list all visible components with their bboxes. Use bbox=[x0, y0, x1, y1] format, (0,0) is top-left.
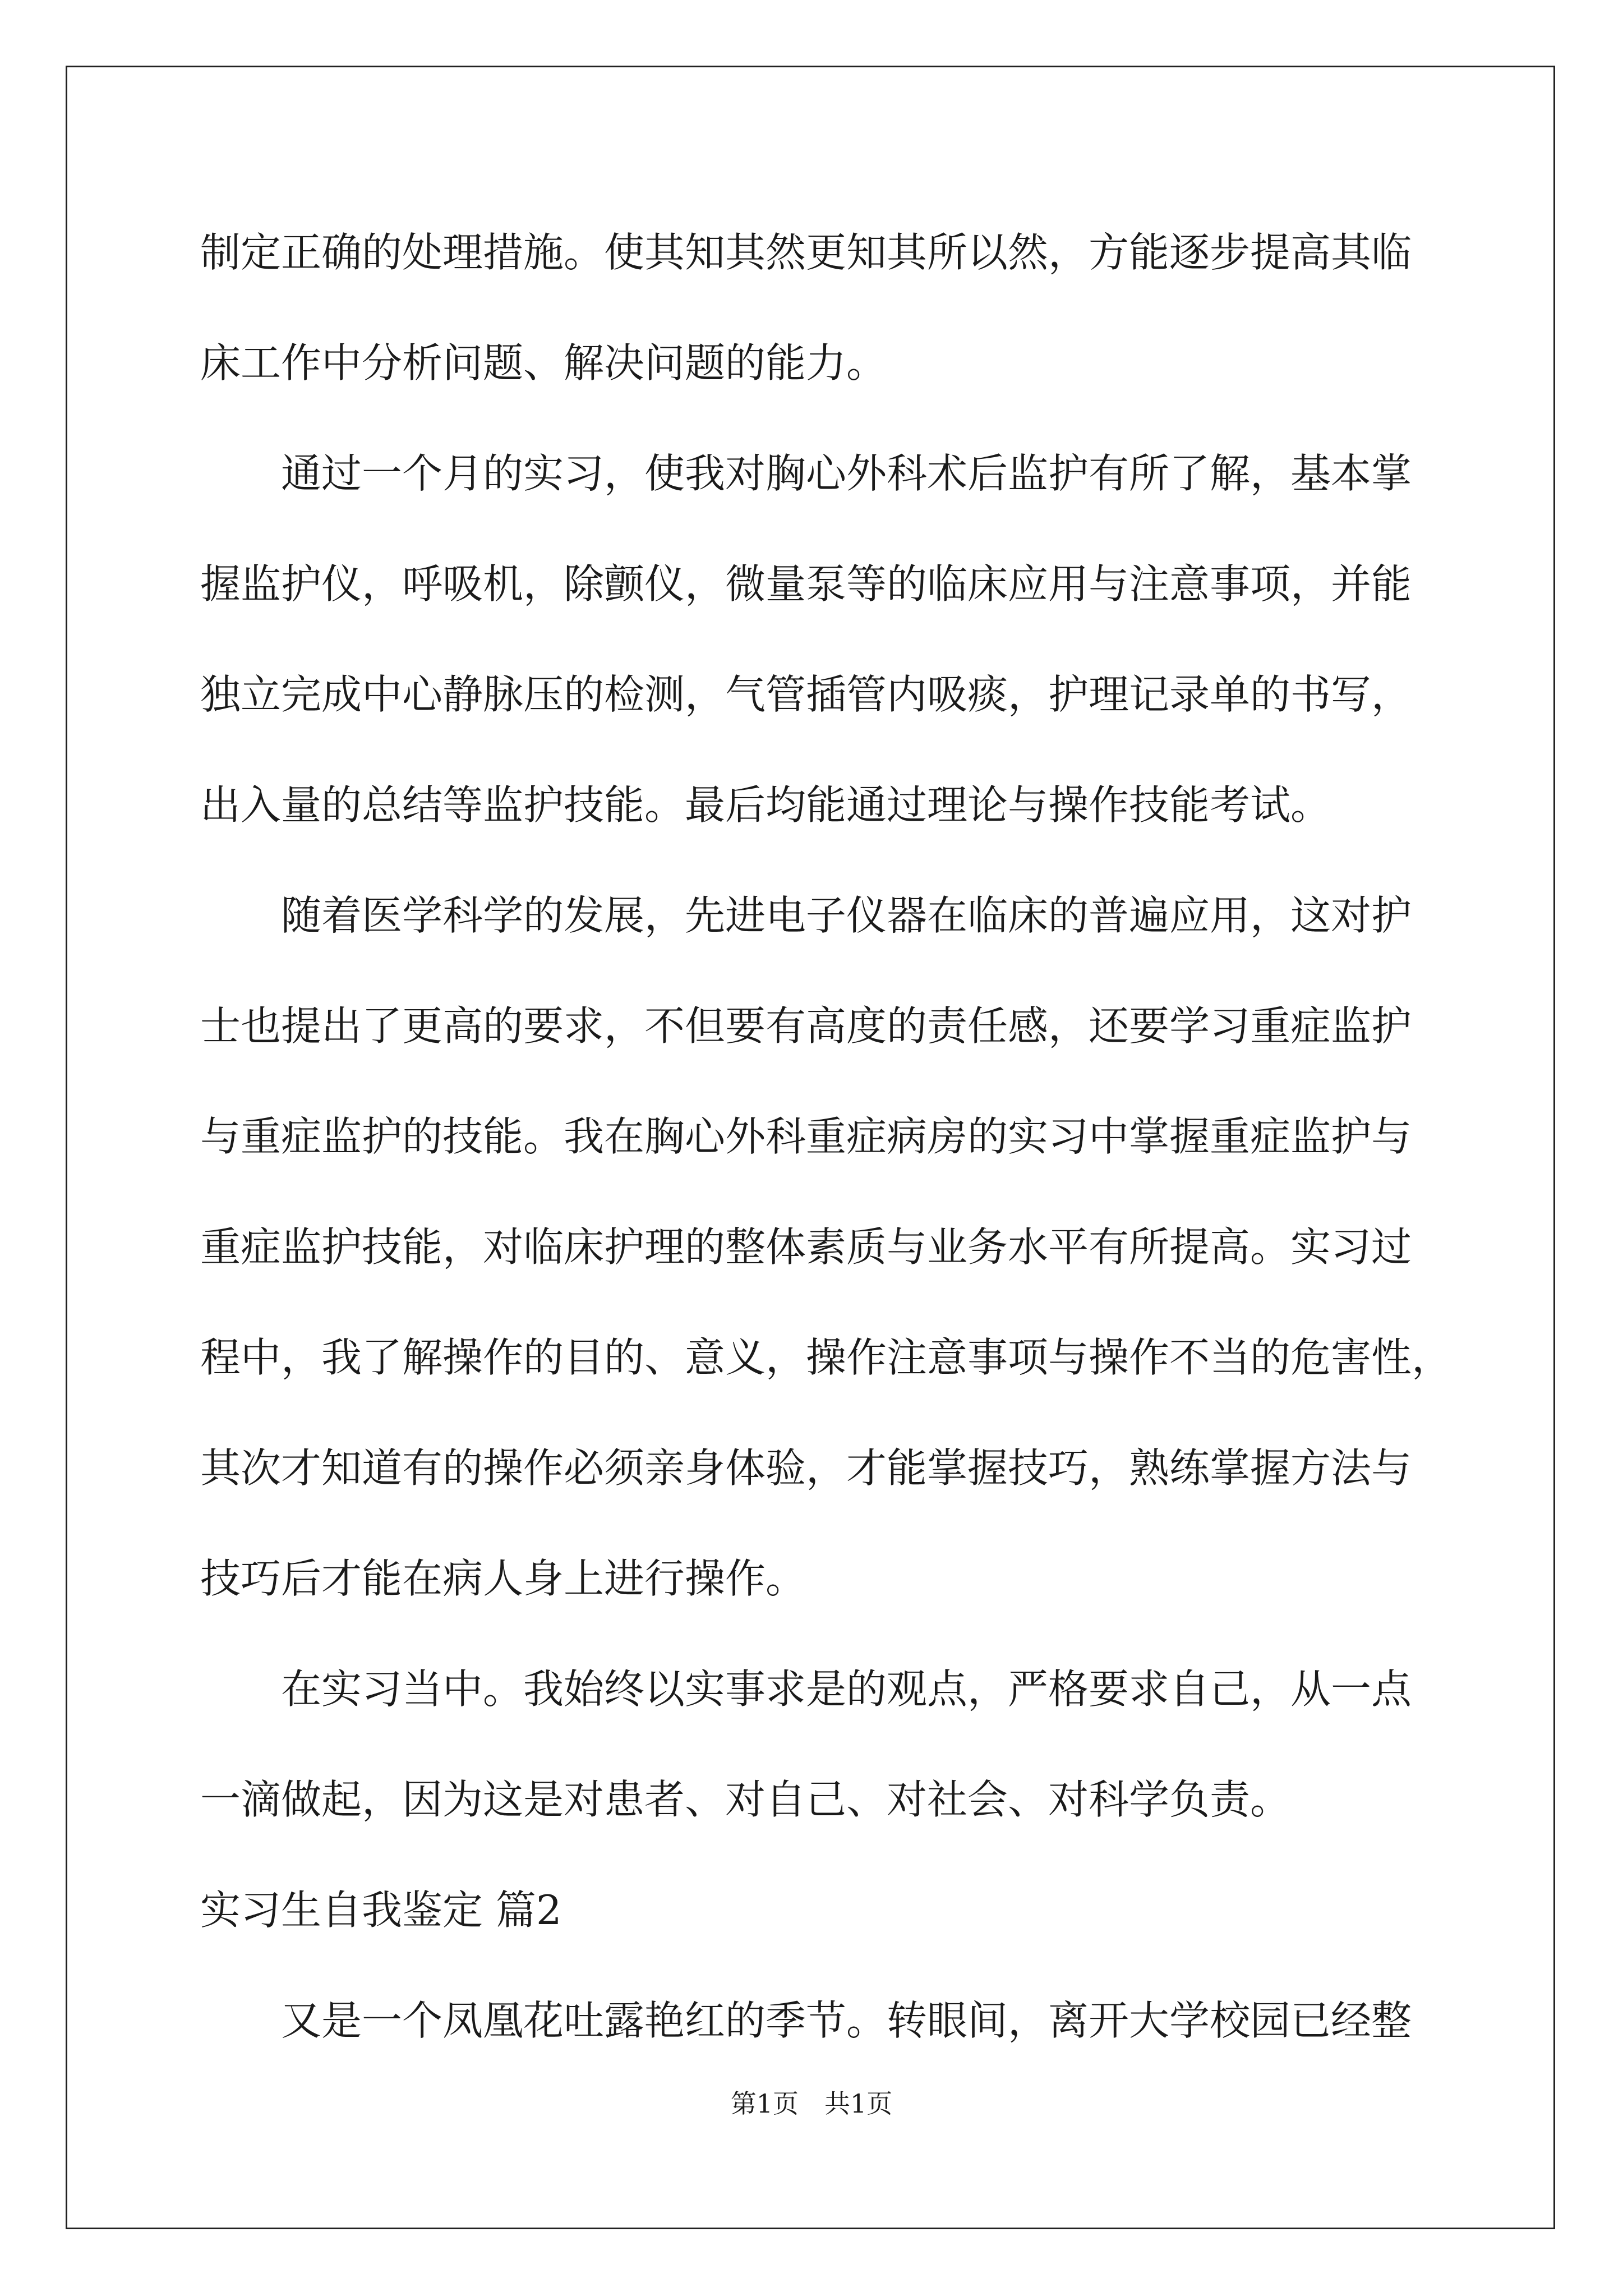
text-line-13: 技巧后才能在病人身上进行操作。 bbox=[200, 1555, 806, 1602]
text-line-15: 一滴做起，因为这是对患者、对自己、对社会、对科学负责。 bbox=[200, 1776, 1291, 1823]
text-line-6: 出入量的总结等监护技能。最后均能通过理论与操作技能考试。 bbox=[200, 781, 1331, 829]
text-line-14: 在实习当中。我始终以实事求是的观点，严格要求自己，从一点 bbox=[281, 1665, 1412, 1713]
text-line-5: 独立完成中心静脉压的检测，气管插管内吸痰，护理记录单的书写， bbox=[200, 671, 1412, 718]
page-footer: 第1页 共1页 bbox=[730, 2088, 893, 2119]
text-line-3: 通过一个月的实习，使我对胸心外科术后监护有所了解，基本掌 bbox=[281, 450, 1412, 497]
text-line-12: 其次才知道有的操作必须亲身体验，才能掌握技巧，熟练掌握方法与 bbox=[200, 1444, 1412, 1492]
text-line-2: 床工作中分析问题、解决问题的能力。 bbox=[200, 339, 887, 386]
section-heading: 实习生自我鉴定 篇2 bbox=[200, 1887, 562, 1934]
text-line-11: 程中，我了解操作的目的、意义，操作注意事项与操作不当的危害性， bbox=[200, 1334, 1453, 1381]
text-line-7: 随着医学科学的发展，先进电子仪器在临床的普遍应用，这对护 bbox=[281, 892, 1412, 939]
text-line-10: 重症监护技能，对临床护理的整体素质与业务水平有所提高。实习过 bbox=[200, 1223, 1412, 1271]
text-line-9: 与重症监护的技能。我在胸心外科重症病房的实习中掌握重症监护与 bbox=[200, 1113, 1412, 1160]
document-body bbox=[200, 213, 1453, 2092]
text-line-17: 又是一个凤凰花吐露艳红的季节。转眼间，离开大学校园已经整 bbox=[281, 1997, 1412, 2044]
text-line-1: 制定正确的处理措施。使其知其然更知其所以然，方能逐步提高其临 bbox=[200, 229, 1412, 276]
text-line-4: 握监护仪，呼吸机，除颤仪，微量泵等的临床应用与注意事项，并能 bbox=[200, 560, 1412, 608]
text-line-8: 士也提出了更高的要求，不但要有高度的责任感，还要学习重症监护 bbox=[200, 1002, 1412, 1050]
